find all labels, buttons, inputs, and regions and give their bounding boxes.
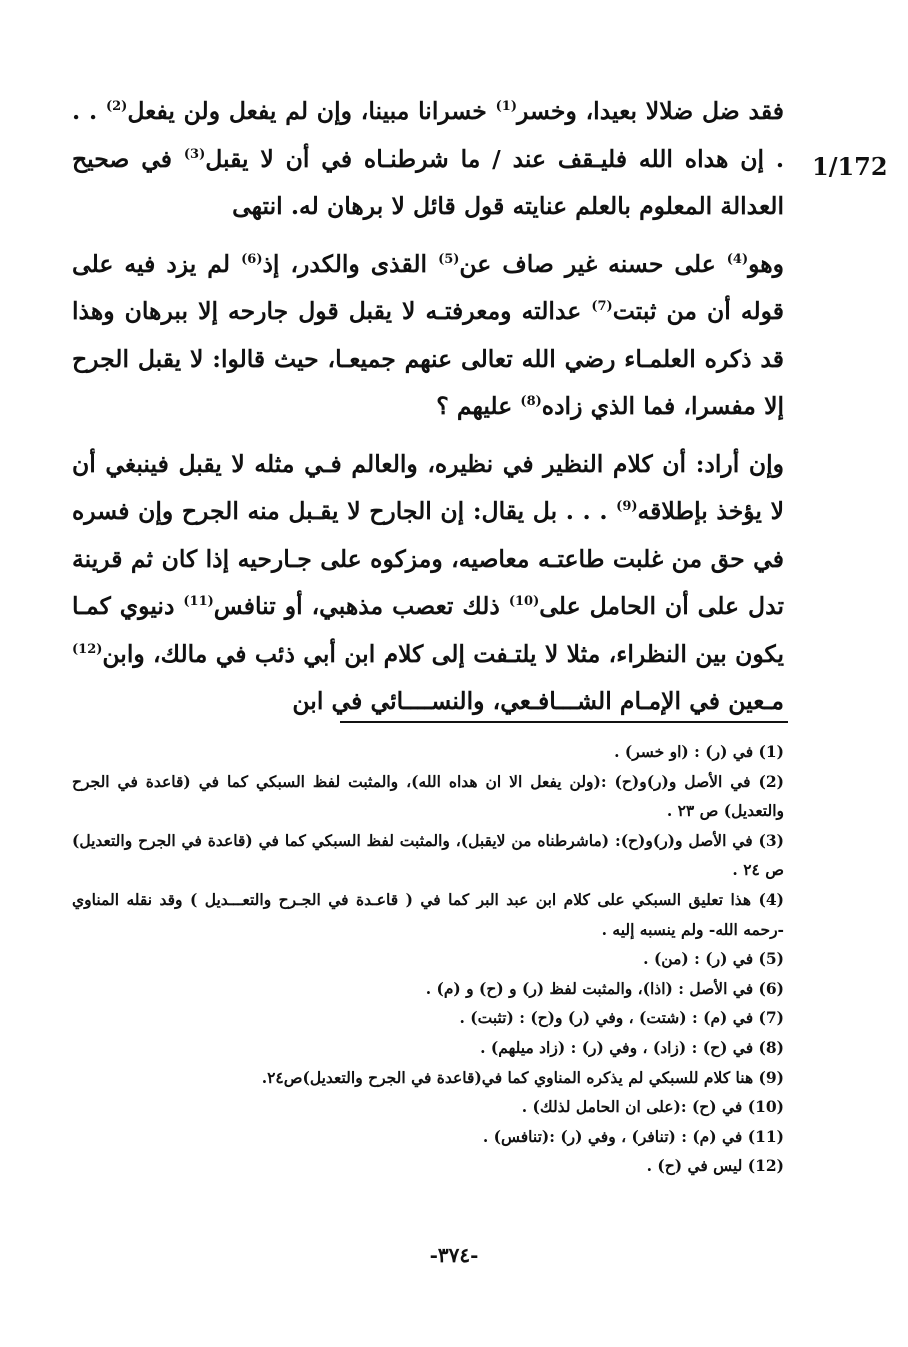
text-segment: عليهم ؟ [436,392,521,420]
text-segment: وهو [748,249,784,278]
text-segment: عدالته ومعرفتـه لا يقبل قول جارحه إلا ببرهان وهذا قد ذكره العلمـاء رضي الله تعالى عنهم جميعـا، حيث قالوا: لا يقبل الجرح إلا مفسرا، فما الذي زاده [72,297,784,420]
footnotes [72,737,784,1181]
footnote-item: (12) ليس في (ح) . [646,1156,784,1176]
footnote-marker: (4) [726,251,749,267]
footnote-marker: (8) [520,394,542,410]
text-segment: خسرانا مبينا، وإن لم يفعل ولن يفعل [127,97,496,125]
main-text [72,88,784,726]
footnote-item: (1) في (ر) : (او خسر) . [614,742,784,761]
footnote-marker: (5) [438,251,460,267]
paragraph [72,241,784,431]
footnote-marker: (10) [508,594,540,610]
text-segment: لم يزد فيه على قوله أن من ثبتت [72,249,784,325]
paragraph [72,88,784,231]
footnote-item: (9) هنا كلام للسبكي لم يذكره المناوي كما في(قاعدة في الجرح والتعديل)ص٢٤. [261,1067,784,1087]
footnote-marker: (3) [183,146,206,162]
text-segment: على حسنه غير صاف عن [459,249,727,278]
page-number: -٣٧٤- [429,1243,479,1267]
footnote-item: (3) في الأصل و(ر)و(ح): (ماشرطناه من لايقبل)، والمثبت لفظ السبكي كما في (قاعدة في الجرح والتعديل) ص ٢٤ . [72,830,784,880]
footnote-item: (7) في (م) : (شتت) ، وفي (ر) و(ح) : (تثبت) . [459,1008,784,1028]
text-segment: في صحيح العدالة المعلوم بالعلم عنايته قول قائل لا برهان له. انتهى [72,144,784,220]
text-segment: ذلك تعصب مذهبي، أو تنافس [213,592,509,620]
text-segment: دنيوي كمـا يكون بين النظراء، مثلا لا يلتـفت إلى كلام ابن أبي ذئب في مالك، وابن [72,592,784,668]
footnote-item: (6) في الأصل : (اذا)، والمثبت لفظ (ر) و (ح) و (م) . [425,978,784,998]
footnote-separator [340,721,788,723]
footnote-marker: (12) [72,641,103,657]
footnote-marker: (11) [183,594,214,610]
footnote-item: (2) في الأصل و(ر)و(ح) :(ولن يفعل الا ان هداه الله)، والمثبت لفظ السبكي كما في (قاعدة في الجرح والتعديل) ص ٢٣ . [72,771,784,821]
footnote-item: (4) هذا تعليق السبكي على كلام ابن عبد البر كما في ( قاعـدة في الجـرح والتعـــديل ) وقد نقله المناوي -رحمه الله- ولم ينسبه إليه . [72,889,784,939]
footnote-item: (8) في (ح) : (زاد) ، وفي (ر) : (زاد ميلهم) . [480,1037,784,1057]
footnote-marker: (1) [495,99,517,115]
footnote-item: (11) في (م) : (تنافر) ، وفي (ر) :(تنافس) . [482,1126,784,1146]
footnote-marker: (6) [241,251,263,267]
text-segment: فقد ضل ضلالا بعيدا، وخسر [516,97,784,125]
text-segment: القذى والكدر، إذ [262,249,439,278]
footnote-marker: (2) [105,99,128,115]
margin-reference: 1/172 [812,152,888,181]
footnote-marker: (9) [616,499,638,515]
text-segment: وإن أراد: أن كلام النظير في نظيره، والعالم فـي مثله لا يقبل فينبغي أن لا يؤخذ بإطلاقه [72,449,784,525]
footnote-marker: (7) [591,299,613,315]
footnote-item: (5) في (ر) : (من) . [643,949,784,969]
text-segment: . . . إن هداه الله فليـقف عند / ما شرطنـاه في أن لا يقبل [72,97,784,173]
footnote-item: (10) في (ح) :(على ان الحامل لذلك) . [521,1097,784,1117]
text-segment: مـعين في الإمـام الشـــافـعي، والنســــائي في ابن [292,687,784,715]
paragraph [72,441,784,726]
text-segment: . . . بل يقال: إن الجارح لا يقـبل منه الجرح وإن فسره في حق من غلبت طاعتـه معاصيه، ومزكوه على جـارحيه إذا كان ثم قرينة تدل على أن الحامل على [72,497,784,620]
